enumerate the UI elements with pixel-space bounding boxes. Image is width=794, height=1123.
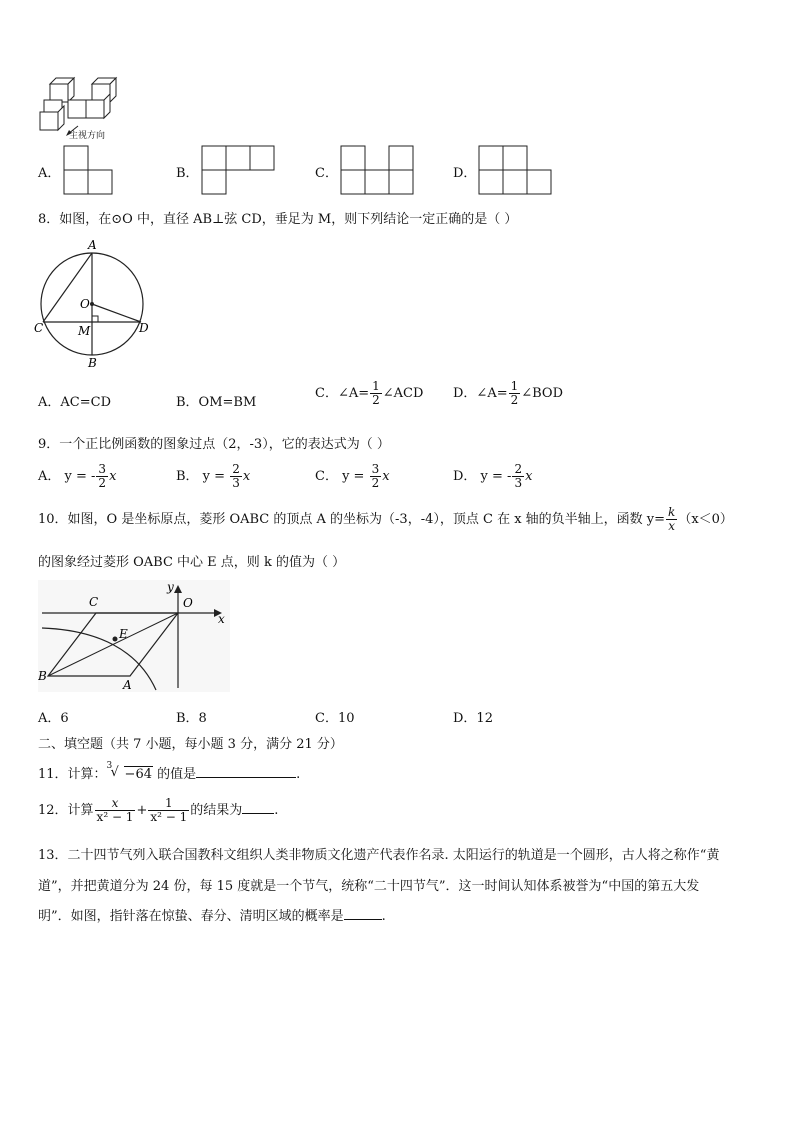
denominator: 2 <box>510 393 519 407</box>
q8-option-a: A．AC=CD <box>38 395 111 410</box>
cube-root <box>106 761 153 782</box>
label-m: M <box>78 324 91 338</box>
fraction <box>230 463 242 490</box>
denominator: 3 <box>514 476 523 490</box>
numerator: 2 <box>514 462 523 476</box>
q8-option-c <box>315 380 423 407</box>
q9-option-a <box>38 463 116 490</box>
label-c: C <box>34 321 44 335</box>
label-a: A <box>123 678 132 692</box>
q13-answer-blank[interactable] <box>344 907 382 920</box>
fraction <box>370 463 382 490</box>
q7-option-b: B． <box>176 166 199 181</box>
numerator: 3 <box>371 462 380 476</box>
cube-stack-figure <box>38 76 122 140</box>
fraction <box>96 463 108 490</box>
q8-option-d-prefix: D．∠A= <box>453 386 508 401</box>
numerator: 1 <box>148 797 189 811</box>
q10-option-d: D．12 <box>453 711 493 726</box>
label-b: B <box>38 669 47 683</box>
denominator: 2 <box>371 476 380 490</box>
q7-option-b-figure <box>201 145 277 195</box>
plus-sign: + <box>136 803 148 818</box>
variable: x <box>382 469 390 484</box>
fraction <box>666 506 677 533</box>
q13-line1: 13．二十四节气列入联合国教科文组织人类非物质文化遗产代表作名录. 太阳运行的轨道是一个圆形，古人将之称作“黄 <box>38 848 720 863</box>
label-y: y <box>167 580 174 594</box>
option-prefix: B． y = <box>176 469 230 484</box>
numerator: 1 <box>372 379 380 393</box>
label-a: A <box>88 238 97 252</box>
view-direction-label: 主视方向 <box>69 131 106 140</box>
label-x: x <box>218 612 225 626</box>
q10-option-c: C．10 <box>315 711 355 726</box>
label-b: B <box>88 356 97 368</box>
denominator: 2 <box>98 476 107 490</box>
section-2-heading: 二、填空题（共 7 小题，每小题 3 分，满分 21 分） <box>38 737 343 752</box>
q12-suffix: 的结果为 <box>190 803 243 818</box>
q10-stem-line2: 的图象经过菱形 OABC 中心 E 点，则 k 的值为（ ） <box>38 555 346 570</box>
q10-stem-line1 <box>38 506 733 533</box>
q12-prefix: 12．计算 <box>38 803 94 818</box>
q10-option-a: A．6 <box>38 711 69 726</box>
q11-prefix: 11．计算： <box>38 767 107 782</box>
q7-option-d-figure <box>478 145 554 195</box>
denominator: x² − 1 <box>150 810 188 824</box>
fraction <box>370 380 382 407</box>
fraction <box>95 797 136 824</box>
q9-option-b <box>176 463 250 490</box>
label-o: O <box>80 297 90 311</box>
radicand: −64 <box>124 767 152 782</box>
denominator: x² − 1 <box>96 810 134 824</box>
q8-circle-figure <box>34 238 156 368</box>
variable: x <box>525 469 533 484</box>
variable: x <box>109 469 117 484</box>
option-prefix: C． y = <box>315 469 369 484</box>
label-e: E <box>119 627 128 641</box>
q13-line3-text: 明”．如图，指针落在惊蛰、春分、清明区域的概率是 <box>38 909 344 924</box>
q13-end: . <box>381 909 386 924</box>
q10-line1-post: （x＜0） <box>678 512 733 527</box>
q7-option-a: A． <box>38 166 61 181</box>
q10-rhombus-figure <box>38 580 230 692</box>
q7-option-a-figure <box>63 145 115 195</box>
option-prefix: A． y = - <box>38 469 96 484</box>
label-c: C <box>89 595 99 609</box>
root-index: 3 <box>106 761 113 771</box>
numerator: 3 <box>98 462 107 476</box>
q13-line3 <box>38 905 386 924</box>
label-d: D <box>139 321 149 335</box>
fraction <box>512 463 524 490</box>
option-prefix: D． y = - <box>453 469 512 484</box>
q7-option-c: C． <box>315 166 338 181</box>
q7-option-d: D． <box>453 166 477 181</box>
q8-stem: 8．如图，在⊙O 中，直径 AB⊥弦 CD，垂足为 M，则下列结论一定正确的是（ ） <box>38 212 518 227</box>
denominator: 2 <box>372 393 380 407</box>
variable: x <box>242 469 251 484</box>
fraction <box>509 380 521 407</box>
denominator: 3 <box>232 476 240 490</box>
q11-answer-blank[interactable] <box>196 765 296 778</box>
q8-option-c-prefix: C．∠A= <box>315 386 370 401</box>
fraction <box>148 797 189 824</box>
q8-option-b: B．OM=BM <box>176 395 257 410</box>
q10-line1-pre: 10．如图，O 是坐标原点，菱形 OABC 的顶点 A 的坐标为（-3，-4），顶点 C 在 x 轴的负半轴上，函数 y= <box>38 512 666 527</box>
q7-option-c-figure <box>340 145 416 195</box>
q12-answer-blank[interactable] <box>242 801 274 814</box>
q8-option-d <box>453 380 563 407</box>
q11-stem <box>38 763 300 782</box>
q10-option-b: B．8 <box>176 711 207 726</box>
q8-option-c-suffix: ∠ACD <box>382 386 424 401</box>
numerator: k <box>668 505 676 519</box>
numerator: x <box>95 797 136 811</box>
q9-option-c <box>315 463 390 490</box>
q12-end: . <box>274 803 279 818</box>
numerator: 2 <box>232 462 240 476</box>
q11-suffix: 的值是 <box>152 767 197 782</box>
label-o: O <box>183 596 193 610</box>
radical-sign: √ <box>110 765 119 780</box>
q9-stem: 9．一个正比例函数的图象过点（2，-3），它的表达式为（ ） <box>38 437 390 452</box>
q12-stem <box>38 797 278 824</box>
denominator: x <box>668 519 676 533</box>
q11-end: . <box>296 767 301 782</box>
q8-option-d-suffix: ∠BOD <box>521 386 564 401</box>
q13-line2: 道”，并把黄道分为 24 份，每 15 度就是一个节气，统称“二十四节气”．这一时间认知体系被誉为“中国的第五大发 <box>38 879 700 894</box>
numerator: 1 <box>510 379 519 393</box>
q9-option-d <box>453 463 532 490</box>
